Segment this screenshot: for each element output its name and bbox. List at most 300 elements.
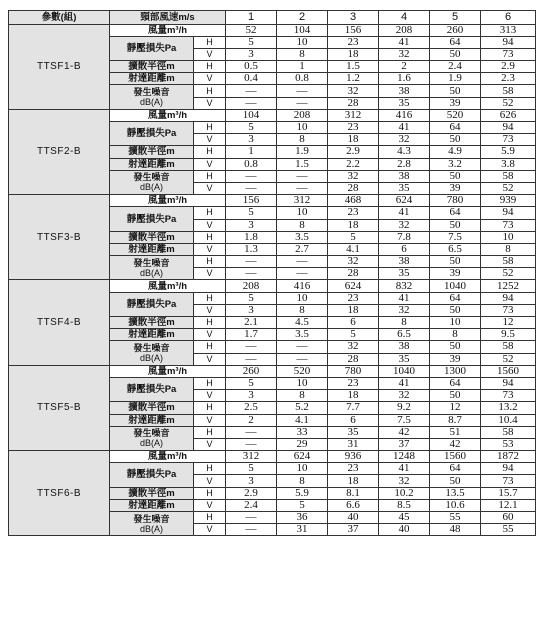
throw-value-cell: 6.5	[379, 329, 430, 341]
pressure_h-value-cell: 5	[226, 36, 277, 48]
noise_v-value-cell: —	[226, 438, 277, 450]
noise-unit-text: dB(A)	[139, 97, 163, 108]
noise_v-value-cell: 37	[328, 524, 379, 536]
noise_h-value-cell: —	[226, 170, 277, 182]
pressure_h-value-cell: 41	[379, 463, 430, 475]
pressure_v-value-cell: 8	[277, 219, 328, 231]
static-pressure-label: 靜壓損失Pa	[110, 292, 194, 316]
pressure_v-value-cell: 32	[379, 475, 430, 487]
radius-value-cell: 4.9	[430, 146, 481, 158]
h-marker: H	[194, 61, 226, 73]
pressure_h-value-cell: 5	[226, 207, 277, 219]
h-marker: H	[194, 341, 226, 353]
noise-label-text: 發生噪音	[133, 513, 170, 524]
throw-value-cell: 8.5	[379, 499, 430, 511]
noise_h-value-cell: 38	[379, 85, 430, 97]
noise_h-value-cell: 58	[481, 341, 536, 353]
pressure_v-value-cell: 8	[277, 475, 328, 487]
throw-value-cell: 1.2	[328, 73, 379, 85]
airflow-value-cell: 780	[430, 195, 481, 207]
noise_v-value-cell: —	[277, 353, 328, 365]
throw-distance-label: 射達距離m	[110, 73, 194, 85]
noise-label	[110, 170, 194, 194]
airflow-value-cell: 939	[481, 195, 536, 207]
h-marker: H	[194, 36, 226, 48]
h-marker: H	[194, 146, 226, 158]
airflow-value-cell: 104	[226, 109, 277, 121]
pressure_v-value-cell: 18	[328, 48, 379, 60]
noise-label-text: 發生噪音	[133, 343, 170, 354]
model-name-cell: TTSF3-B	[9, 195, 110, 280]
pressure_v-value-cell: 32	[379, 134, 430, 146]
diffusion-radius-label: 擴散半徑m	[110, 487, 194, 499]
static-pressure-label: 靜壓損失Pa	[110, 36, 194, 60]
throw-value-cell: 10.6	[430, 499, 481, 511]
pressure_h-value-cell: 10	[277, 36, 328, 48]
radius-value-cell: 10	[481, 231, 536, 243]
pressure_h-value-cell: 41	[379, 377, 430, 389]
model-name-cell: TTSF4-B	[9, 280, 110, 365]
pressure_h-value-cell: 23	[328, 207, 379, 219]
group-airflow-row	[9, 109, 536, 121]
v-marker: V	[194, 438, 226, 450]
throw-value-cell: 5	[328, 329, 379, 341]
radius-value-cell: 2.9	[226, 487, 277, 499]
airflow-value-cell: 1040	[430, 280, 481, 292]
pressure_h-value-cell: 94	[481, 463, 536, 475]
throw-value-cell: 2.2	[328, 158, 379, 170]
pressure_h-value-cell: 5	[226, 122, 277, 134]
noise_v-value-cell: 40	[379, 524, 430, 536]
throw-value-cell: 0.8	[277, 73, 328, 85]
group-airflow-row	[9, 280, 536, 292]
pressure_h-value-cell: 64	[430, 207, 481, 219]
noise_h-value-cell: 58	[481, 256, 536, 268]
airflow-value-cell: 626	[481, 109, 536, 121]
noise_h-value-cell: 38	[379, 341, 430, 353]
airflow-value-cell: 312	[328, 109, 379, 121]
pressure_v-value-cell: 3	[226, 390, 277, 402]
pressure_v-value-cell: 18	[328, 134, 379, 146]
radius-value-cell: 1.9	[277, 146, 328, 158]
h-marker: H	[194, 207, 226, 219]
group-airflow-row	[9, 195, 536, 207]
airflow-label: 風量m³/h	[110, 195, 226, 207]
airflow-value-cell: 832	[379, 280, 430, 292]
noise_h-value-cell: 36	[277, 512, 328, 524]
throw-value-cell: 0.4	[226, 73, 277, 85]
radius-value-cell: 1.5	[328, 61, 379, 73]
throw-value-cell: 1.6	[379, 73, 430, 85]
throw-value-cell: 2.7	[277, 243, 328, 255]
noise-label	[110, 85, 194, 109]
pressure_h-value-cell: 10	[277, 122, 328, 134]
noise_h-value-cell: —	[226, 426, 277, 438]
throw-value-cell: 1.5	[277, 158, 328, 170]
airflow-label: 風量m³/h	[110, 24, 226, 36]
noise_h-value-cell: —	[277, 341, 328, 353]
pressure_h-value-cell: 64	[430, 463, 481, 475]
noise_v-value-cell: 42	[430, 438, 481, 450]
v-marker: V	[194, 475, 226, 487]
noise_h-value-cell: 55	[430, 512, 481, 524]
radius-value-cell: 8	[379, 317, 430, 329]
noise_v-value-cell: 39	[430, 353, 481, 365]
spec-table-body	[9, 11, 536, 536]
noise_h-value-cell: 32	[328, 256, 379, 268]
pressure_h-value-cell: 94	[481, 377, 536, 389]
pressure_h-value-cell: 41	[379, 207, 430, 219]
pressure_v-value-cell: 8	[277, 390, 328, 402]
noise_h-value-cell: —	[226, 256, 277, 268]
h-marker: H	[194, 256, 226, 268]
pressure_v-value-cell: 32	[379, 304, 430, 316]
pressure_h-value-cell: 23	[328, 377, 379, 389]
airflow-label: 風量m³/h	[110, 451, 226, 463]
pressure_h-value-cell: 5	[226, 377, 277, 389]
airflow-value-cell: 936	[328, 451, 379, 463]
v-marker: V	[194, 524, 226, 536]
spec-table	[8, 10, 536, 536]
radius-value-cell: 2	[379, 61, 430, 73]
throw-value-cell: 4.1	[328, 243, 379, 255]
pressure_h-value-cell: 94	[481, 207, 536, 219]
throw-distance-label: 射達距離m	[110, 329, 194, 341]
noise-label-text: 發生噪音	[133, 257, 170, 268]
noise_v-value-cell: 28	[328, 353, 379, 365]
noise-unit-text: dB(A)	[139, 438, 163, 449]
noise_v-value-cell: —	[277, 97, 328, 109]
noise_h-value-cell: 51	[430, 426, 481, 438]
airflow-value-cell: 1248	[379, 451, 430, 463]
radius-value-cell: 7.5	[430, 231, 481, 243]
noise-unit-text: dB(A)	[139, 523, 163, 534]
diffusion-radius-label: 擴散半徑m	[110, 402, 194, 414]
noise_h-value-cell: 50	[430, 170, 481, 182]
radius-value-cell: 7.7	[328, 402, 379, 414]
h-marker: H	[194, 317, 226, 329]
noise_v-value-cell: —	[277, 268, 328, 280]
pressure_h-value-cell: 41	[379, 292, 430, 304]
airflow-value-cell: 1300	[430, 365, 481, 377]
airflow-value-cell: 1040	[379, 365, 430, 377]
noise_h-value-cell: 40	[328, 512, 379, 524]
airflow-value-cell: 312	[226, 451, 277, 463]
noise_v-value-cell: —	[226, 524, 277, 536]
h-marker: H	[194, 231, 226, 243]
model-name-cell: TTSF6-B	[9, 451, 110, 536]
noise_v-value-cell: —	[226, 268, 277, 280]
v-marker: V	[194, 499, 226, 511]
pressure_v-value-cell: 50	[430, 390, 481, 402]
speed-cell: 2	[277, 11, 328, 25]
throw-value-cell: 7.5	[379, 414, 430, 426]
radius-value-cell: 13.2	[481, 402, 536, 414]
spec-table-container	[8, 10, 536, 536]
noise-unit-text: dB(A)	[139, 353, 163, 364]
noise_h-value-cell: —	[226, 85, 277, 97]
noise_h-value-cell: 32	[328, 170, 379, 182]
throw-value-cell: 1.7	[226, 329, 277, 341]
noise_h-value-cell: 50	[430, 341, 481, 353]
h-marker: H	[194, 426, 226, 438]
v-marker: V	[194, 134, 226, 146]
throw-value-cell: 4.1	[277, 414, 328, 426]
throw-value-cell: 2	[226, 414, 277, 426]
noise_v-value-cell: 48	[430, 524, 481, 536]
diffusion-radius-label: 擴散半徑m	[110, 231, 194, 243]
airflow-value-cell: 1560	[430, 451, 481, 463]
pressure_v-value-cell: 73	[481, 219, 536, 231]
speed-header: 頸部風速m/s	[110, 11, 226, 25]
model-name-cell: TTSF1-B	[9, 24, 110, 109]
throw-value-cell: 6.5	[430, 243, 481, 255]
noise_v-value-cell: 52	[481, 97, 536, 109]
throw-distance-label: 射達距離m	[110, 499, 194, 511]
pressure_v-value-cell: 50	[430, 475, 481, 487]
throw-value-cell: 2.8	[379, 158, 430, 170]
throw-distance-label: 射達距離m	[110, 158, 194, 170]
airflow-value-cell: 156	[328, 24, 379, 36]
radius-value-cell: 4.5	[277, 317, 328, 329]
static-pressure-label: 靜壓損失Pa	[110, 207, 194, 231]
noise_h-value-cell: 38	[379, 170, 430, 182]
speed-cell: 3	[328, 11, 379, 25]
pressure_h-value-cell: 23	[328, 292, 379, 304]
noise-label	[110, 426, 194, 450]
v-marker: V	[194, 73, 226, 85]
v-marker: V	[194, 48, 226, 60]
model-name-cell: TTSF2-B	[9, 109, 110, 194]
noise_v-value-cell: 39	[430, 268, 481, 280]
pressure_h-value-cell: 94	[481, 122, 536, 134]
noise_v-value-cell: —	[226, 182, 277, 194]
noise_h-value-cell: 35	[328, 426, 379, 438]
noise_h-value-cell: 38	[379, 256, 430, 268]
noise_v-value-cell: 28	[328, 97, 379, 109]
throw-value-cell: 5	[277, 499, 328, 511]
noise_v-value-cell: 39	[430, 182, 481, 194]
noise_h-value-cell: 33	[277, 426, 328, 438]
radius-value-cell: 6	[328, 317, 379, 329]
model-name-cell: TTSF5-B	[9, 365, 110, 450]
radius-value-cell: 5.9	[481, 146, 536, 158]
radius-value-cell: 2.5	[226, 402, 277, 414]
noise_h-value-cell: 32	[328, 341, 379, 353]
airflow-label: 風量m³/h	[110, 280, 226, 292]
h-marker: H	[194, 377, 226, 389]
pressure_h-value-cell: 94	[481, 292, 536, 304]
pressure_h-value-cell: 5	[226, 463, 277, 475]
throw-value-cell: 8	[430, 329, 481, 341]
pressure_v-value-cell: 3	[226, 304, 277, 316]
noise_v-value-cell: 28	[328, 182, 379, 194]
v-marker: V	[194, 219, 226, 231]
airflow-value-cell: 416	[277, 280, 328, 292]
throw-value-cell: 8	[481, 243, 536, 255]
v-marker: V	[194, 353, 226, 365]
h-marker: H	[194, 170, 226, 182]
pressure_h-value-cell: 23	[328, 122, 379, 134]
radius-value-cell: 13.5	[430, 487, 481, 499]
throw-value-cell: 1.3	[226, 243, 277, 255]
speed-cell: 1	[226, 11, 277, 25]
noise_v-value-cell: —	[226, 97, 277, 109]
noise_v-value-cell: 31	[277, 524, 328, 536]
throw-value-cell: 8.7	[430, 414, 481, 426]
radius-value-cell: 2.9	[328, 146, 379, 158]
throw-value-cell: 3.8	[481, 158, 536, 170]
speed-cell: 5	[430, 11, 481, 25]
noise_h-value-cell: 50	[430, 85, 481, 97]
noise_h-value-cell: —	[277, 85, 328, 97]
radius-value-cell: 2.9	[481, 61, 536, 73]
v-marker: V	[194, 304, 226, 316]
h-marker: H	[194, 402, 226, 414]
h-marker: H	[194, 487, 226, 499]
group-airflow-row	[9, 24, 536, 36]
h-marker: H	[194, 463, 226, 475]
noise_v-value-cell: 35	[379, 182, 430, 194]
noise_v-value-cell: —	[226, 353, 277, 365]
throw-distance-label: 射達距離m	[110, 414, 194, 426]
airflow-value-cell: 1872	[481, 451, 536, 463]
noise_h-value-cell: —	[226, 341, 277, 353]
pressure_v-value-cell: 73	[481, 48, 536, 60]
airflow-value-cell: 104	[277, 24, 328, 36]
speed-cell: 6	[481, 11, 536, 25]
airflow-value-cell: 624	[328, 280, 379, 292]
h-marker: H	[194, 122, 226, 134]
radius-value-cell: 4.3	[379, 146, 430, 158]
diffusion-radius-label: 擴散半徑m	[110, 317, 194, 329]
airflow-value-cell: 208	[379, 24, 430, 36]
radius-value-cell: 7.8	[379, 231, 430, 243]
v-marker: V	[194, 390, 226, 402]
airflow-value-cell: 312	[277, 195, 328, 207]
radius-value-cell: 2.1	[226, 317, 277, 329]
noise_h-value-cell: 45	[379, 512, 430, 524]
pressure_v-value-cell: 73	[481, 304, 536, 316]
throw-value-cell: 1.9	[430, 73, 481, 85]
pressure_v-value-cell: 73	[481, 475, 536, 487]
noise_v-value-cell: 39	[430, 97, 481, 109]
noise_h-value-cell: —	[277, 256, 328, 268]
pressure_v-value-cell: 32	[379, 48, 430, 60]
pressure_v-value-cell: 18	[328, 475, 379, 487]
airflow-value-cell: 468	[328, 195, 379, 207]
pressure_v-value-cell: 3	[226, 134, 277, 146]
pressure_h-value-cell: 64	[430, 122, 481, 134]
radius-value-cell: 5.9	[277, 487, 328, 499]
noise-unit-text: dB(A)	[139, 267, 163, 278]
noise-label-text: 發生噪音	[133, 172, 170, 183]
diffusion-radius-label: 擴散半徑m	[110, 61, 194, 73]
radius-value-cell: 9.2	[379, 402, 430, 414]
radius-value-cell: 15.7	[481, 487, 536, 499]
h-marker: H	[194, 292, 226, 304]
pressure_h-value-cell: 64	[430, 292, 481, 304]
radius-value-cell: 1.8	[226, 231, 277, 243]
radius-value-cell: 0.5	[226, 61, 277, 73]
noise_h-value-cell: 32	[328, 85, 379, 97]
noise_h-value-cell: 58	[481, 85, 536, 97]
noise_v-value-cell: 52	[481, 182, 536, 194]
airflow-label: 風量m³/h	[110, 365, 226, 377]
noise_v-value-cell: 52	[481, 353, 536, 365]
pressure_v-value-cell: 50	[430, 304, 481, 316]
noise_v-value-cell: 35	[379, 97, 430, 109]
speed-cell: 4	[379, 11, 430, 25]
v-marker: V	[194, 97, 226, 109]
pressure_v-value-cell: 8	[277, 48, 328, 60]
noise_h-value-cell: 42	[379, 426, 430, 438]
airflow-value-cell: 52	[226, 24, 277, 36]
noise-label-text: 發生噪音	[133, 428, 170, 439]
radius-value-cell: 10.2	[379, 487, 430, 499]
noise-unit-text: dB(A)	[139, 182, 163, 193]
v-marker: V	[194, 182, 226, 194]
pressure_v-value-cell: 3	[226, 475, 277, 487]
noise_v-value-cell: 55	[481, 524, 536, 536]
airflow-value-cell: 416	[379, 109, 430, 121]
airflow-value-cell: 520	[430, 109, 481, 121]
airflow-value-cell: 1252	[481, 280, 536, 292]
noise_v-value-cell: 31	[328, 438, 379, 450]
pressure_v-value-cell: 50	[430, 134, 481, 146]
h-marker: H	[194, 85, 226, 97]
pressure_v-value-cell: 3	[226, 219, 277, 231]
group-airflow-row	[9, 451, 536, 463]
throw-value-cell: 2.3	[481, 73, 536, 85]
airflow-value-cell: 780	[328, 365, 379, 377]
group-airflow-row	[9, 365, 536, 377]
pressure_h-value-cell: 10	[277, 292, 328, 304]
pressure_v-value-cell: 50	[430, 219, 481, 231]
noise_h-value-cell: 58	[481, 170, 536, 182]
pressure_h-value-cell: 41	[379, 36, 430, 48]
noise-label-text: 發生噪音	[133, 87, 170, 98]
pressure_v-value-cell: 8	[277, 304, 328, 316]
v-marker: V	[194, 158, 226, 170]
noise_v-value-cell: 53	[481, 438, 536, 450]
pressure_v-value-cell: 50	[430, 48, 481, 60]
noise-label	[110, 256, 194, 280]
radius-value-cell: 10	[430, 317, 481, 329]
pressure_h-value-cell: 5	[226, 292, 277, 304]
radius-value-cell: 12	[481, 317, 536, 329]
noise_v-value-cell: 29	[277, 438, 328, 450]
noise-label	[110, 341, 194, 365]
pressure_v-value-cell: 18	[328, 219, 379, 231]
radius-value-cell: 8.1	[328, 487, 379, 499]
airflow-value-cell: 624	[277, 451, 328, 463]
radius-value-cell: 2.4	[430, 61, 481, 73]
airflow-label: 風量m³/h	[110, 109, 226, 121]
radius-value-cell: 12	[430, 402, 481, 414]
radius-value-cell: 1	[277, 61, 328, 73]
pressure_h-value-cell: 23	[328, 36, 379, 48]
throw-value-cell: 3.2	[430, 158, 481, 170]
throw-value-cell: 2.4	[226, 499, 277, 511]
noise_h-value-cell: 58	[481, 426, 536, 438]
throw-value-cell: 6	[379, 243, 430, 255]
noise_h-value-cell: 60	[481, 512, 536, 524]
radius-value-cell: 1	[226, 146, 277, 158]
pressure_h-value-cell: 10	[277, 207, 328, 219]
static-pressure-label: 靜壓損失Pa	[110, 377, 194, 401]
throw-value-cell: 12.1	[481, 499, 536, 511]
